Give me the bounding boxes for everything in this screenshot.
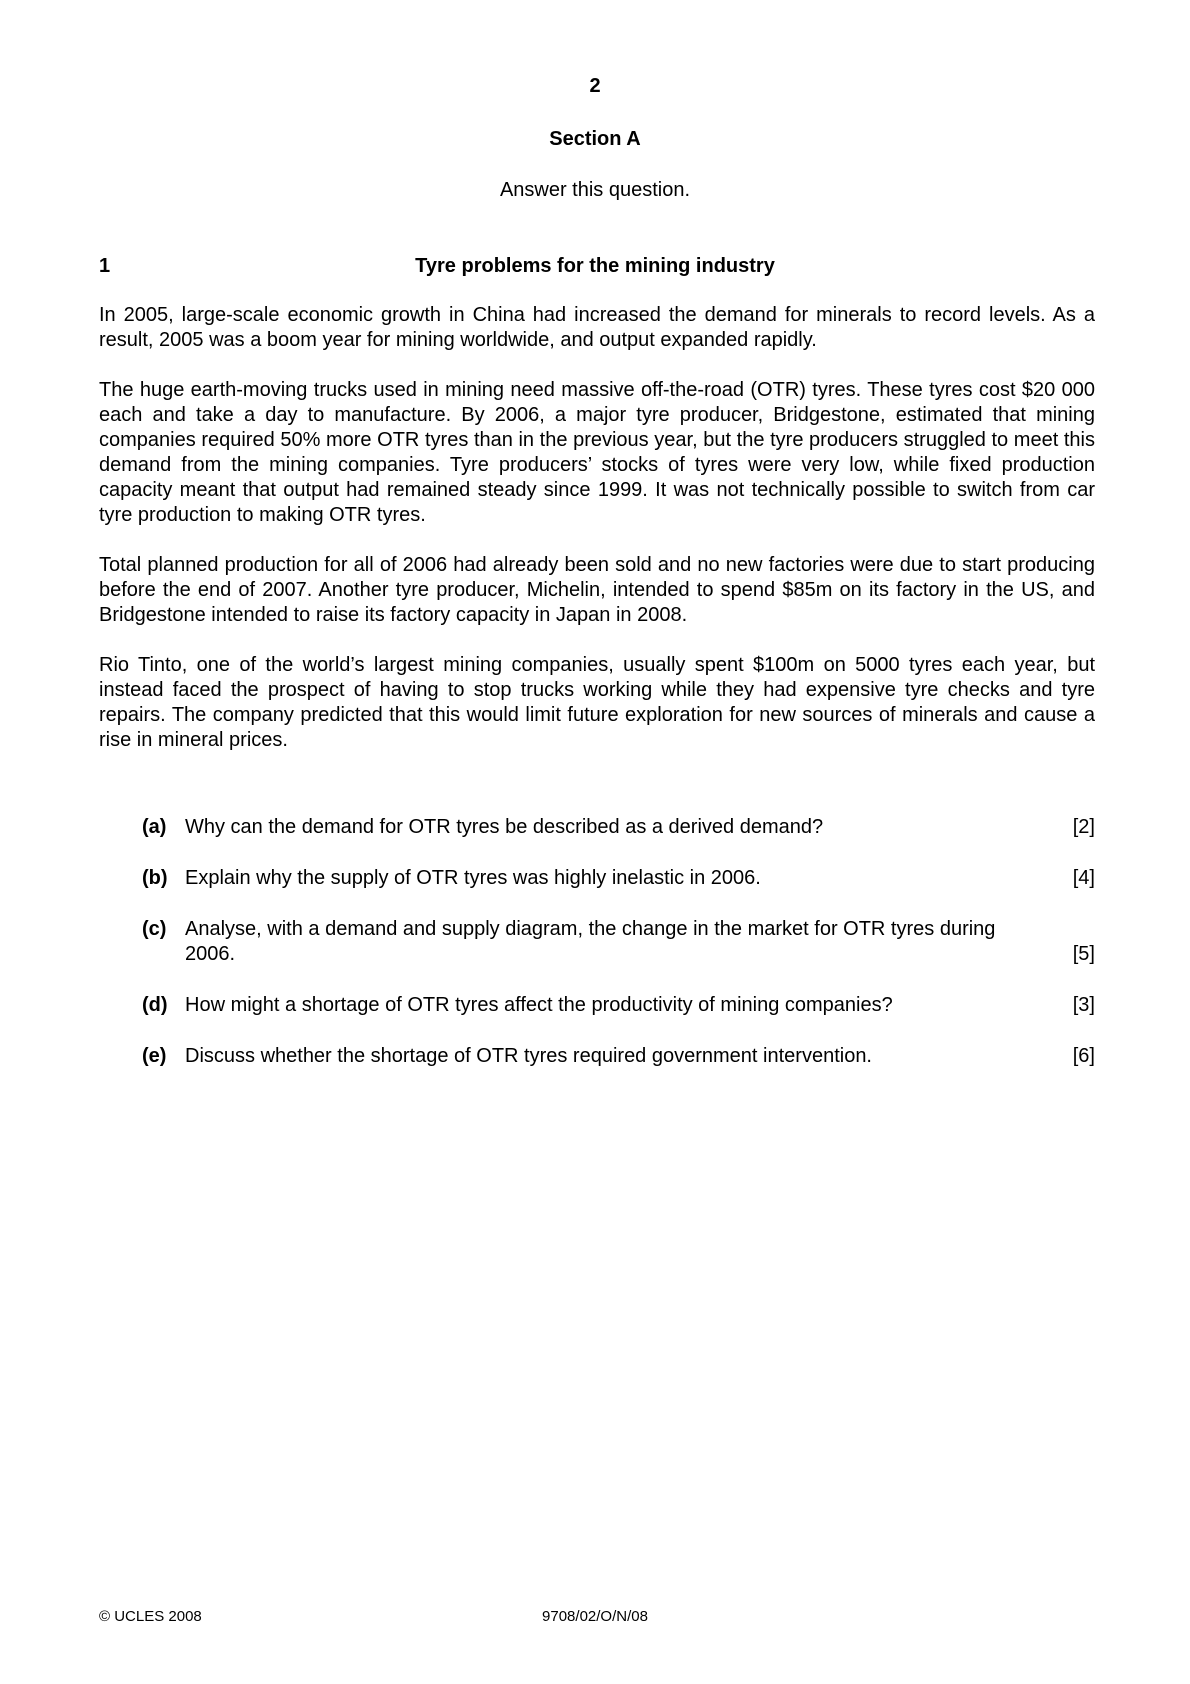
part-body (185, 815, 1095, 840)
part-body (185, 993, 1095, 1018)
part-text: Explain why the supply of OTR tyres was highly inelastic in 2006. (185, 867, 761, 889)
part-label: (b) (142, 867, 168, 889)
question-part-c (142, 917, 1095, 967)
part-label: (c) (142, 918, 167, 940)
part-mark: [3] (1072, 994, 1095, 1016)
passage-paragraph: In 2005, large-scale economic growth in China had increased the demand for minerals to record levels. As a result, 2005 was a boom year for mining worldwide, and output expanded rapidly. (99, 304, 1095, 351)
question-part-d (142, 993, 1095, 1018)
part-body (185, 917, 1095, 967)
part-mark: [4] (1072, 867, 1095, 889)
part-text-continued: 2006. (185, 943, 236, 965)
passage-paragraph: The huge earth-moving trucks used in mining need massive off-the-road (OTR) tyres. These tyres cost $20 000 each and take a day to manufacture. By 2006, a major tyre producer, Bridgestone, estimated that mining companies required 50% more OTR tyres than in the previous year, but the tyre producers struggled to meet this demand from the mining companies. Tyre producers’ stocks of tyres were very low, while fixed production capacity meant that output had remained steady since 1999. It was not technically possible to switch from car tyre production to making OTR tyres. (99, 379, 1095, 526)
part-text: Why can the demand for OTR tyres be described as a derived demand? (185, 816, 824, 838)
part-text: How might a shortage of OTR tyres affect the productivity of mining companies? (185, 994, 893, 1016)
part-label: (d) (142, 994, 168, 1016)
question-number: 1 (99, 255, 111, 277)
part-label: (e) (142, 1045, 167, 1067)
question-parts (142, 815, 1095, 1095)
part-body (185, 866, 1095, 891)
page-number: 2 (589, 75, 601, 97)
footer-copyright: © UCLES 2008 (99, 1608, 202, 1625)
passage (99, 303, 1095, 778)
passage-paragraph: Total planned production for all of 2006 had already been sold and no new factories were due to start producing before the end of 2007. Another tyre producer, Michelin, intended to spend $85m on its factory in the US, and Bridgestone intended to raise its factory capacity in Japan in 2008. (99, 554, 1095, 626)
instruction-text: Answer this question. (499, 179, 691, 201)
section-title: Section A (549, 128, 641, 150)
passage-paragraph: Rio Tinto, one of the world’s largest mining companies, usually spent $100m on 5000 tyres each year, but instead faced the prospect of having to stop trucks working while they had expensive tyre checks and tyre repairs. The company predicted that this would limit future exploration for new sources of minerals and cause a rise in mineral prices. (99, 654, 1095, 751)
part-mark: [6] (1072, 1045, 1095, 1067)
part-text-end (185, 942, 1095, 967)
part-text: Analyse, with a demand and supply diagram, the change in the market for OTR tyres during (185, 918, 996, 940)
part-mark: [2] (1072, 816, 1095, 838)
part-text: Discuss whether the shortage of OTR tyres required government intervention. (185, 1045, 872, 1067)
part-label: (a) (142, 816, 167, 838)
question-part-e (142, 1044, 1095, 1069)
part-mark: [5] (1072, 943, 1095, 965)
question-title: Tyre problems for the mining industry (415, 255, 775, 277)
question-part-b (142, 866, 1095, 891)
question-part-a (142, 815, 1095, 840)
part-body (185, 1044, 1095, 1069)
footer-paper-code: 9708/02/O/N/08 (542, 1608, 648, 1625)
